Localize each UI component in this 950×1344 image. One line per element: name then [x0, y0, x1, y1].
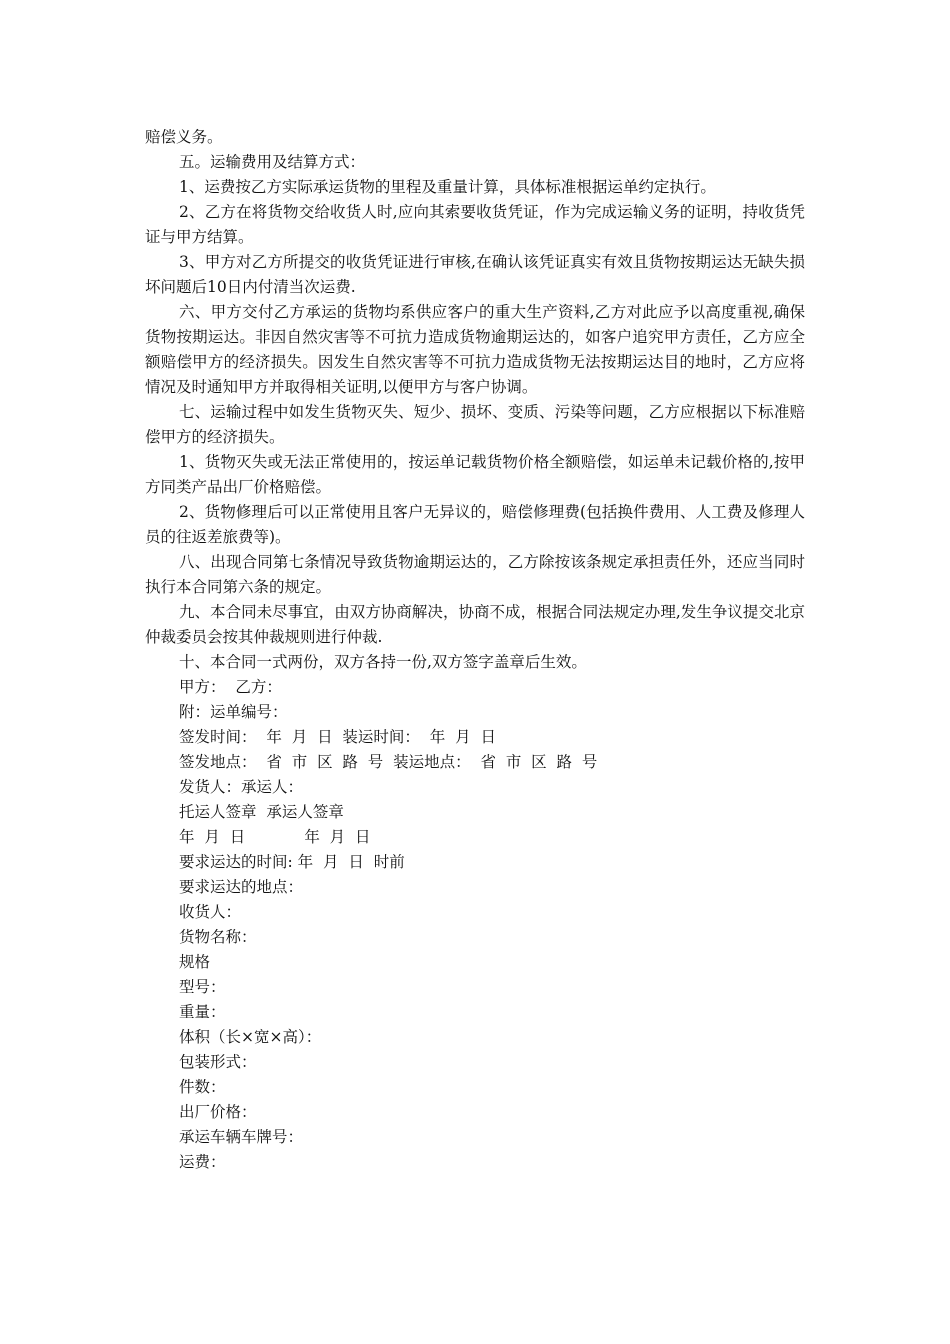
clause-10: 十、本合同一式两份，双方各持一份,双方签字盖章后生效。 [179, 653, 587, 671]
weight-field: 重量： [179, 1003, 226, 1021]
clause-9: 九、本合同未尽事宜，由双方协商解决，协商不成，根据合同法规定办理,发生争议提交北京仲裁委员会按其仲裁规则进行仲裁. [145, 603, 805, 646]
clause-8: 八、出现合同第七条情况导致货物逾期运达的，乙方除按该条规定承担责任外，还应当同时执行本合同第六条的规定。 [145, 553, 805, 596]
clause-tail: 赔偿义务。 [145, 128, 223, 146]
piece-count-field: 件数： [179, 1078, 226, 1096]
clause-7: 七、运输过程中如发生货物灭失、短少、损坏、变质、污染等问题，乙方应根据以下标准赔偿甲方的经济损失。 [145, 403, 805, 446]
clause-5-item-3: 3、甲方对乙方所提交的收货凭证进行审核,在确认该凭证真实有效且货物按期运达无缺失损坏问题后10日内付清当次运费. [145, 253, 805, 296]
issue-location-field: 签发地点： 省 市 区 路 号 装运地点： 省 市 区 路 号 [179, 753, 598, 771]
clause-5-heading: 五。运输费用及结算方式： [179, 153, 366, 171]
consignee-field: 收货人： [179, 903, 242, 921]
waybill-number-field: 附：运单编号： [179, 703, 288, 721]
issue-time-field: 签发时间： 年 月 日 装运时间： 年 月 日 [179, 728, 496, 746]
required-arrival-location-field: 要求运达的地点： [179, 878, 304, 896]
clause-5-item-2: 2、乙方在将货物交给收货人时,应向其索要收货凭证，作为完成运输义务的证明，持收货凭证与甲方结算。 [145, 203, 805, 246]
shipper-carrier-field: 发货人：承运人： [179, 778, 304, 796]
required-arrival-time-field: 要求运达的时间: 年 月 日 时前 [179, 853, 405, 871]
volume-field: 体积（长×宽×高）： [179, 1028, 322, 1046]
clause-5-item-1: 1、运费按乙方实际承运货物的里程及重量计算，具体标准根据运单约定执行。 [179, 178, 716, 196]
goods-name-field: 货物名称： [179, 928, 257, 946]
model-field: 型号： [179, 978, 226, 996]
signature-date-field: 年 月 日 年 月 日 [179, 828, 371, 846]
freight-fee-field: 运费： [179, 1153, 226, 1171]
clause-6: 六、甲方交付乙方承运的货物均系供应客户的重大生产资料,乙方对此应予以高度重视,确保货物按期运达。非因自然灾害等不可抗力造成货物逾期运达的，如客户追究甲方责任，乙方应全额赔偿甲方的经济损失。因发生自然灾害等不可抗力造成货物无法按期运达目的地时，乙方应将情况及时通知甲方并取得相关证明,以便甲方与客户协调。 [145, 303, 805, 396]
party-line: 甲方： 乙方： [179, 678, 282, 696]
factory-price-field: 出厂价格： [179, 1103, 257, 1121]
signature-label: 托运人签章 承运人签章 [179, 803, 344, 821]
document-body [145, 125, 805, 1175]
clause-7-item-1: 1、货物灭失或无法正常使用的，按运单记载货物价格全额赔偿，如运单未记载价格的,按甲方同类产品出厂价格赔偿。 [145, 453, 805, 496]
packaging-field: 包装形式： [179, 1053, 257, 1071]
clause-7-item-2: 2、货物修理后可以正常使用且客户无异议的，赔偿修理费(包括换件费用、人工费及修理人员的往返差旅费等)。 [145, 503, 805, 546]
vehicle-plate-field: 承运车辆车牌号： [179, 1128, 304, 1146]
spec-field: 规格 [179, 953, 211, 971]
